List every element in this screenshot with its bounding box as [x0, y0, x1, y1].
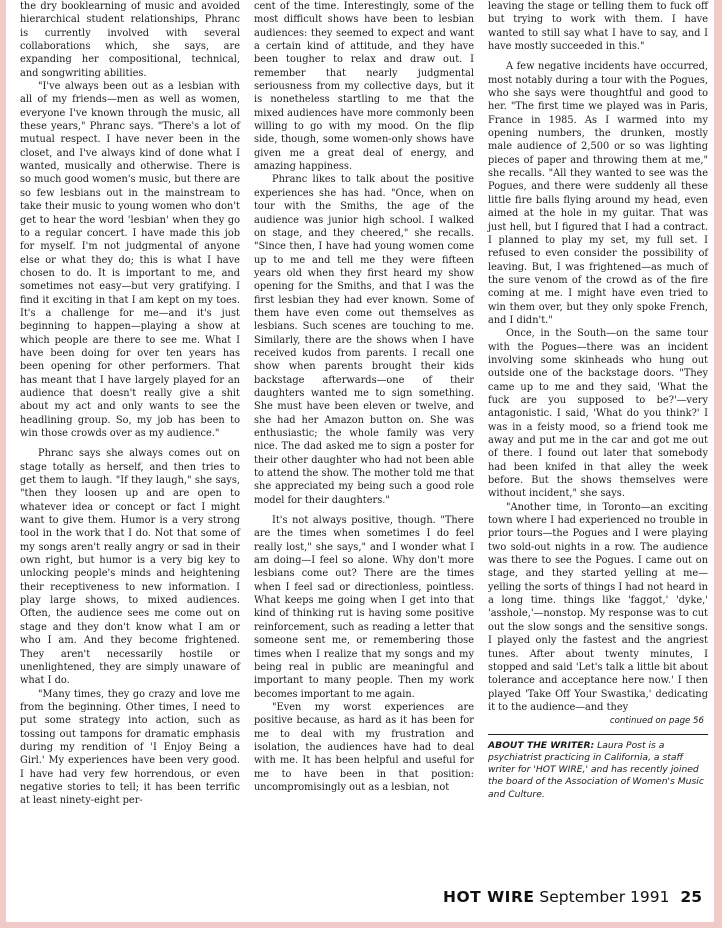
paragraph: "Another time, in Toronto—an exciting town where I had experienced no trouble in prior tours—the Pogues and I were playing two sold-out nights in a row. The audience was there to see the Pogues. I came out on stage, and they started yelling at me—yelling the sorts of things I had not heard in a long time. things like 'faggot,' 'dyke,' 'asshole,'—nonstop. My response was to cut out the slow songs and the sensitive songs. I played only the fastest and the angriest tunes. After about twenty minutes, I stopped and said 'Let's talk a little bit about tolerance and acceptance here now.' I then played 'Take Off Your Swastika,' dedicating it to the audience—and they: [488, 501, 708, 713]
issue-date: September 1991: [539, 888, 670, 906]
paragraph: It's not always positive, though. "There are the times when sometimes I do feel really lost," she says," and I wonder what I am doing—I feel so alone. Why don't more lesbians come out? There are the times when I feel sad or directionless, pointless. What keeps me going when I get into that kind of thinking rut is having some positive reinforcement, such as reading a letter that someone sent me, or remembering those times when I realize that my songs and my being real in public are meaningful and important to many people. Then my work becomes important to me again.: [254, 515, 474, 700]
magazine-page: [6, 0, 714, 922]
paragraph: A few negative incidents have occurred, most notably during a tour with the Pogues, who she says were thoughtful and good to her. "The first time we played was in Paris, France in 1985. As I warmed into my opening numbers, the drunken, mostly male audience of 2,500 or so was lighting pieces of paper and throwing them at me," she recalls. "All they wanted to see was the Pogues, and there were suddenly all these little fire balls flying around my head, even aimed at the hole in my guitar. That was just hell, but I figured that I had a contract. I planned to play my set, my full set. I refused to even consider the possibility of leaving. But, I was frightened—as much of the sure venom of the crowd as of the fire coming at me. I might have even tried to win them over, but they only spoke French, and I didn't.": [488, 61, 708, 326]
magazine-name: HOT WIRE: [442, 888, 535, 906]
divider: [488, 734, 708, 735]
about-lead: ABOUT THE WRITER:: [488, 739, 595, 751]
paragraph: "I've always been out as a lesbian with all of my friends—men as well as women, everyone I've known through the music, all these years," Phranc says. "There's a lot of mutual respect. I have never been in the closet, and I've always kind of done what I wanted, musically and otherwise. There is so much good women's music, but there are so few lesbians out in the mainstream to take their music to young women who don't get to hear the word 'lesbian' when they go to a regular concert. I have made this job for myself. I'm not judgmental of anyone else or what they do; this is what I have chosen to do. It is important to me, and sometimes not easy—but very gratifying. I find it exciting in that I am kept on my toes. It's a challenge for me—and it's just beginning to happen—playing a show at which people are there to see me. What I have been doing for over ten years has been opening for other performers. That has meant that I have largely played for an audience that doesn't really give a shit about my act and only wants to see the headlining group. So, my job has been to win those crowds over as my audience.": [20, 81, 240, 439]
paragraph: "Many times, they go crazy and love me from the beginning. Other times, I need to put some strategy into action, such as tossing out tampons for dramatic emphasis during my rendition of 'I Enjoy Being a Girl.' My experiences have been very good. I have had very few horrendous, or even negative stories to tell; it has been terrific at least ninety-eight per-: [20, 688, 240, 807]
continued-note: continued on page 56: [609, 716, 704, 727]
about-the-writer: [488, 740, 708, 801]
page-footer: [6, 888, 702, 906]
paragraph: Phranc says she always comes out on stage totally as herself, and then tries to get them to laugh. "If they laugh," she says, "then they loosen up and are open to whatever idea or concept or fact I might want to give them. Humor is a very strong tool in the work that I do. Not that some of my songs aren't really angry or sad in their own right, but humor is a very big key to unlocking people's minds and heightening their receptiveness to new information. I play large shows, to mixed audiences. Often, the audience sees me come out on stage and they don't know what I am or who I am. And they become frightened. They aren't necessarily hostile or unenlightened, they are simply unaware of what I do.: [20, 448, 240, 687]
about-text: Laura Post is a psychiatrist practicing in California, a staff writer for 'HOT WIRE,' and has recently joined the board of the Association of Women's Music and Culture.: [488, 739, 704, 800]
paragraph: leaving the stage or telling them to fuck off but trying to work with them. I have wanted to still say what I have to say, and I have mostly succeeded in this.": [488, 1, 708, 53]
text-column-3: [488, 0, 708, 801]
text-column-1: [20, 0, 240, 808]
paragraph: Once, in the South—on the same tour with the Pogues—there was an incident involving some skinheads who hung out outside one of the backstage doors. "They came up to me and they said, 'What the fuck are you supposed to be?'—very antagonistic. I said, 'What do you think?' I was in a feisty mood, so a friend took me away and put me in the car and got me out of there. I found out later that somebody had been knifed in that alley the week before. But the shows themselves were without incident," she says.: [488, 328, 708, 500]
paragraph: the dry booklearning of music and avoided hierarchical student relationships, Phranc is currently involved with several collaborations which, she says, are expanding her compositional, technical, and songwriting abilities.: [20, 1, 240, 79]
text-column-2: [254, 0, 474, 794]
paragraph: Phranc likes to talk about the positive experiences she has had. "Once, when on tour with the Smiths, the age of the audience was junior high school. I walked on stage, and they cheered," she recalls. "Since then, I have had young women come up to me and tell me they were fifteen years old when they first heard my show opening for the Smiths, and that I was the first lesbian they had ever known. Some of them have even come out themselves as lesbians. Such scenes are touching to me. Similarly, there are the shows when I have received kudos from parents. I recall one show when parents brought their kids backstage afterwards—one of their daughters wanted me to sign something. She must have been eleven or twelve, and she had her Amazon button on. She was enthusiastic; the whole family was very nice. The dad asked me to sign a poster for their other daughter who had not been able to attend the show. The mother told me that she appreciated my being such a good role model for their daughters.": [254, 174, 474, 506]
paragraph: cent of the time. Interestingly, some of the most difficult shows have been to lesbian audiences: they seemed to expect and want a certain kind of attitude, and they have been tougher to relax and draw out. I remember that nearly judgmental seriousness from my collective days, but it is nonetheless startling to me that the mixed audiences have more commonly been willing to go with my mood. On the flip side, though, some women-only shows have given me a great deal of energy, and amazing happiness.: [254, 1, 474, 173]
paragraph: "Even my worst experiences are positive because, as hard as it has been for me to deal with my frustration and isolation, the audiences have had to deal with me. It has been helpful and useful for me to have been in that position: uncompromisingly out as a lesbian, not: [254, 701, 474, 793]
page-number: 25: [680, 888, 702, 906]
